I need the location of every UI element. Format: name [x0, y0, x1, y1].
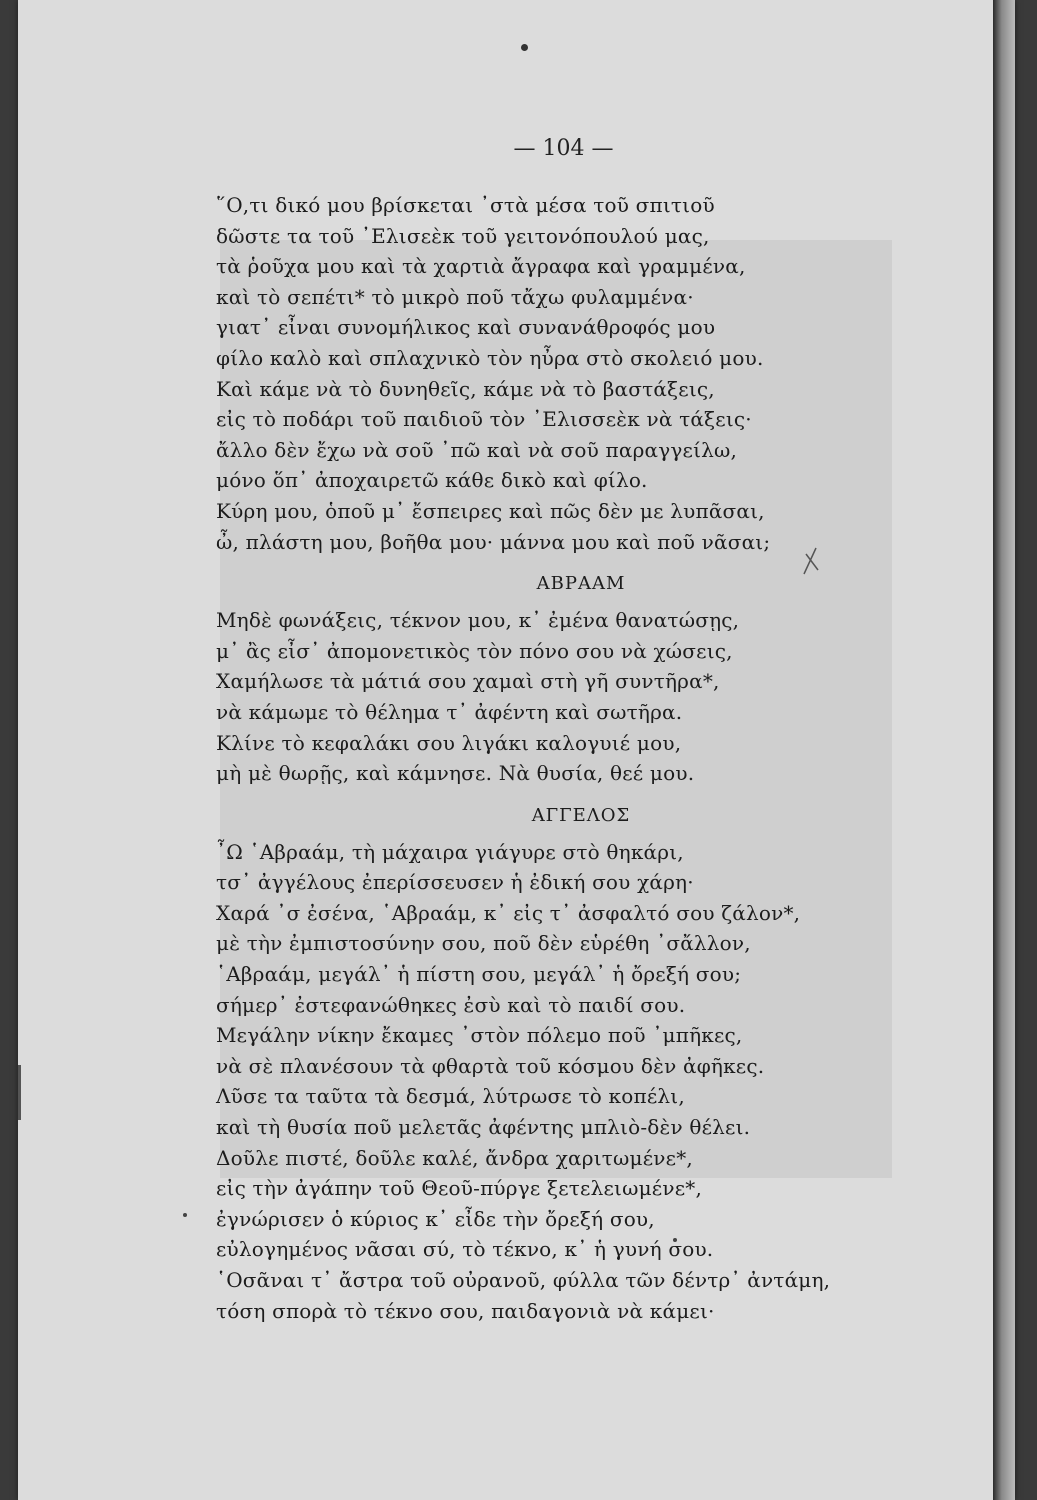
- pencil-mark: [800, 540, 822, 580]
- page-edge: [993, 0, 1015, 1500]
- verse-line: ῾Αβραάμ, μεγάλ᾽ ἡ πίστη σου, μεγάλ᾽ ἡ ὄρεξή σου;: [216, 962, 742, 987]
- ink-dot: [521, 44, 528, 51]
- verse-line: ὦ, πλάστη μου, βοῆθα μου· μάννα μου καὶ ποῦ νᾶσαι;: [216, 529, 771, 554]
- verse-line: Κύρη μου, ὁποῦ μ᾽ ἔσπειρες καὶ πῶς δὲν με λυπᾶσαι,: [216, 498, 765, 523]
- verse-line: Λῦσε τα ταῦτα τὰ δεσμά, λύτρωσε τὸ κοπέλι,: [216, 1084, 685, 1109]
- verse-line: σήμερ᾽ ἐστεφανώθηκες ἐσὺ καὶ τὸ παιδί σου.: [216, 992, 686, 1017]
- verse-line: νὰ κάμωμε τὸ θέλημα τ᾽ ἀφέντη καὶ σωτῆρα.: [216, 699, 683, 724]
- verse-line: μ᾽ ἂς εἶσ᾽ ἀπομονετικὸς τὸν πόνο σου νὰ χώσεις,: [216, 638, 733, 663]
- verse-line: φίλο καλὸ καὶ σπλαχνικὸ τὸν ηὖρα στὸ σκολειό μου.: [216, 345, 764, 370]
- verse-line: Κλίνε τὸ κεφαλάκι σου λιγάκι καλογυιέ μου,: [216, 730, 682, 755]
- page-number: — 104 —: [513, 136, 614, 161]
- stanza-2: [216, 605, 906, 789]
- verse-line: ῞Ο,τι δικό μου βρίσκεται ᾽στὰ μέσα τοῦ σπιτιοῦ: [216, 193, 715, 217]
- verse-line: τόση σπορὰ τὸ τέκνο σου, παιδαγονιὰ νὰ κάμει·: [216, 1298, 715, 1323]
- verse-line: μὲ τὴν ἐμπιστοσύνην σου, ποῦ δὲν εὑρέθη ᾽σἄλλον,: [216, 931, 751, 956]
- verse-line: Δοῦλε πιστέ, δοῦλε καλέ, ἄνδρα χαριτωμένε*,: [216, 1145, 693, 1170]
- verse-line: γιατ᾽ εἶναι συνομήλικος καὶ συνανάθροφός μου: [216, 315, 716, 340]
- verse-line: τσ᾽ ἀγγέλους ἐπερίσσευσεν ἡ ἐδική σου χάρη·: [216, 870, 694, 895]
- verse-line: καὶ τὴ θυσία ποῦ μελετᾶς ἀφέντης μπλιὸ-δὲν θέλει.: [216, 1115, 751, 1140]
- verse-line: ἄλλο δὲν ἔχω νὰ σοῦ ᾽πῶ καὶ νὰ σοῦ παραγγείλω,: [216, 437, 738, 462]
- verse-line: Μεγάλην νίκην ἔκαμες ᾽στὸν πόλεμο ποῦ ᾽μπῆκες,: [216, 1023, 743, 1048]
- verse-line: Χαμήλωσε τὰ μάτιά σου χαμαὶ στὴ γῆ συντῆρα*,: [216, 669, 720, 694]
- verse-line: Χαρά ᾽σ ἐσένα, ῾Αβραάμ, κ᾽ εἰς τ᾽ ἀσφαλτό σου ζάλον*,: [216, 900, 801, 925]
- stanza-3: [216, 837, 906, 1327]
- speaker-heading-2: ΑΓΓΕΛΟΣ: [531, 804, 631, 826]
- verse-line: εἰς τὴν ἀγάπην τοῦ Θεοῦ-πύργε ξετελειωμένε*,: [216, 1176, 703, 1201]
- margin-tick: [18, 1065, 21, 1120]
- verse-line: ἐγνώρισεν ὁ κύριος κ᾽ εἶδε τὴν ὄρεξή σου,: [216, 1206, 655, 1231]
- poem-text: [216, 190, 906, 1326]
- stray-dot: [183, 1213, 187, 1217]
- speaker-heading-1: ΑΒΡΑΑΜ: [536, 573, 626, 595]
- verse-line: δῶστε τα τοῦ ᾽Ελισεὲκ τοῦ γειτονόπουλού μας,: [216, 223, 710, 248]
- verse-line: εἰς τὸ ποδάρι τοῦ παιδιοῦ τὸν ᾽Ελισσεὲκ νὰ τάξεις·: [216, 407, 752, 432]
- verse-line: καὶ τὸ σεπέτι* τὸ μικρὸ ποῦ τἄχω φυλαμμένα·: [216, 284, 694, 309]
- verse-line: Καὶ κάμε νὰ τὸ δυνηθεῖς, κάμε νὰ τὸ βαστάξεις,: [216, 376, 715, 401]
- verse-line: μὴ μὲ θωρῇς, καὶ κάμνησε. Νὰ θυσία, θεέ μου.: [216, 761, 695, 786]
- verse-line: Μηδὲ φωνάξεις, τέκνον μου, κ᾽ ἐμένα θανατώσῃς,: [216, 608, 740, 633]
- verse-line: εὐλογημένος νᾶσαι σύ, τὸ τέκνο, κ᾽ ἡ γυνή σου.: [216, 1237, 714, 1262]
- verse-line: μόνο ὅπ᾽ ἀποχαιρετῶ κάθε δικὸ καὶ φίλο.: [216, 468, 648, 493]
- stanza-1: [216, 190, 906, 557]
- verse-line: ῾Οσᾶναι τ᾽ ἄστρα τοῦ οὐρανοῦ, φύλλα τῶν δέντρ᾽ ἀντάμη,: [216, 1268, 831, 1292]
- verse-line: ῏Ω ῾Αβραάμ, τὴ μάχαιρα γιάγυρε στὸ θηκάρι,: [216, 839, 684, 864]
- verse-line: τὰ ῥοῦχα μου καὶ τὰ χαρτιὰ ἄγραφα καὶ γραμμένα,: [216, 254, 746, 279]
- verse-line: νὰ σὲ πλανέσουν τὰ φθαρτὰ τοῦ κόσμου δὲν ἀφῆκες.: [216, 1053, 765, 1078]
